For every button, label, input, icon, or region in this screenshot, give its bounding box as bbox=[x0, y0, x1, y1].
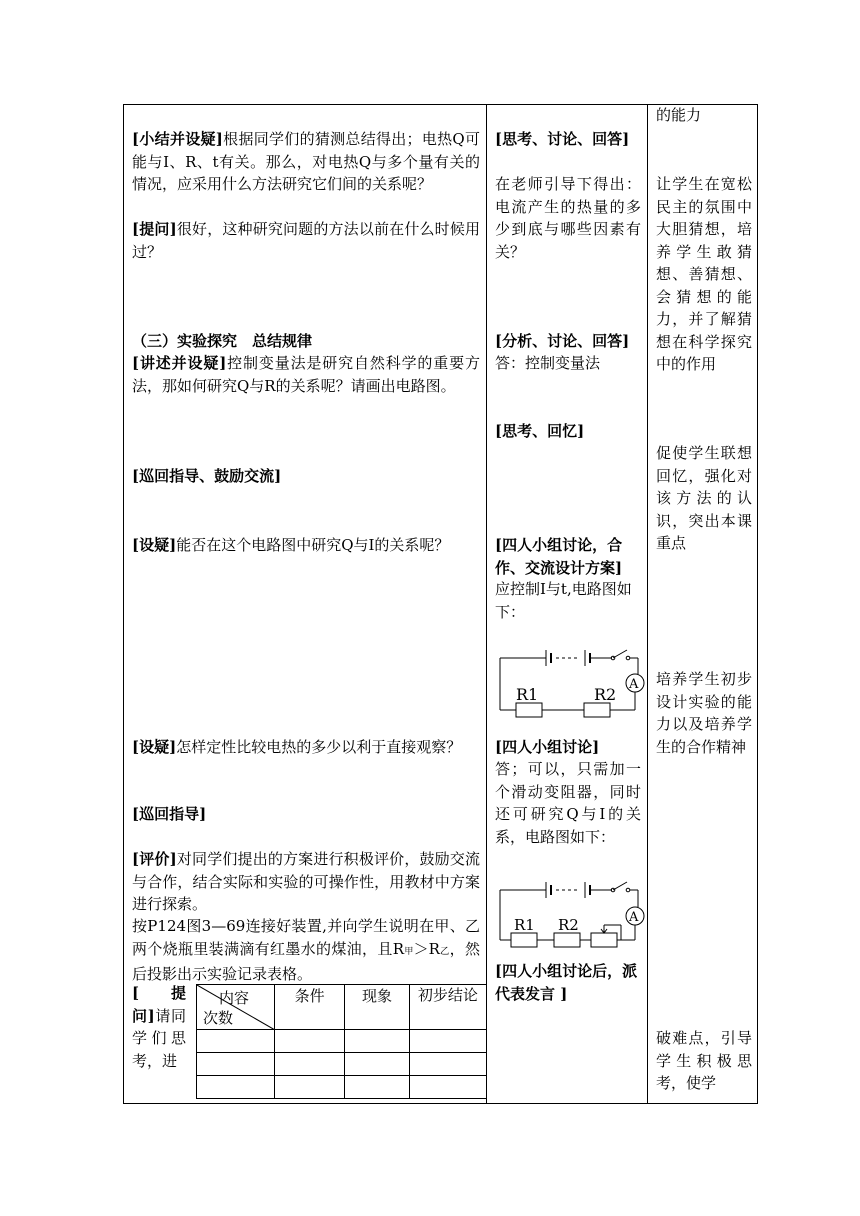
student-answer: 应控制I与t,电路图如下： bbox=[495, 580, 632, 621]
teacher-question: [设疑]怎样定性比较电热的多少以利于直接观察？ bbox=[132, 738, 462, 756]
teacher-question: [提问]很好，这种研究问题的方法以前在什么时候用过？ bbox=[132, 220, 480, 261]
table-cell bbox=[345, 1076, 409, 1099]
table-cell bbox=[409, 1053, 486, 1076]
experiment-record-table bbox=[196, 984, 487, 1099]
circuit-diagram-series bbox=[496, 640, 646, 720]
experiment-instruction: 按P124图3—69连接好装置,并向学生说明在甲、乙两个烧瓶里装满滴有红墨水的煤油，且R甲＞R乙，然后投影出示实验记录表格。 bbox=[132, 917, 480, 983]
design-note: 破难点，引导学生积极思考，使学 bbox=[656, 1029, 752, 1092]
circuit-diagram-with-rheostat bbox=[496, 876, 646, 958]
column-divider bbox=[647, 104, 648, 1104]
student-answer: 答：控制变量法 bbox=[495, 354, 601, 372]
table-cell bbox=[275, 1076, 345, 1099]
resistor-r2-label: R2 bbox=[594, 685, 617, 704]
resistor-r1-label: R1 bbox=[516, 685, 539, 704]
student-answer: 答；可以，只需加一个滑动变阻器，同时还可研究Q与I的关系，电路图如下： bbox=[495, 760, 641, 846]
table-cell bbox=[275, 1030, 345, 1053]
student-activity-label: [四人小组讨论后，派代表发言 ] bbox=[495, 962, 638, 1003]
table-cell bbox=[197, 1076, 275, 1099]
section-heading: （三）实验探究 总结规律 bbox=[132, 332, 313, 350]
design-note: 的能力 bbox=[656, 106, 702, 124]
table-cell bbox=[345, 1053, 409, 1076]
teacher-guidance: [巡回指导] bbox=[132, 805, 207, 823]
table-cell bbox=[409, 1076, 486, 1099]
student-activity-label: [思考、回忆] bbox=[495, 422, 585, 440]
teacher-evaluation: [评价]对同学们提出的方案进行积极评价，鼓励交流与合作，结合实际和实验的可操作性，用教材中方案进行探索。 bbox=[132, 850, 480, 913]
header-cell: 初步结论 bbox=[409, 985, 486, 1030]
student-answer: 在老师引导下得出：电流产生的热量的多少到底与哪些因素有关？ bbox=[495, 175, 641, 261]
teacher-question: [设疑]能否在这个电路图中研究Q与I的关系呢？ bbox=[132, 536, 450, 554]
table-cell bbox=[275, 1053, 345, 1076]
diagonal-header-cell: 内容 次数 bbox=[197, 985, 275, 1030]
student-activity-label: [分析、讨论、回答] bbox=[495, 332, 630, 350]
table-cell bbox=[197, 1030, 275, 1053]
teacher-explanation: [讲述并设疑]控制变量法是研究自然科学的重要方法，那如何研究Q与R的关系呢？请画出电路图。 bbox=[132, 354, 480, 395]
resistor-r1-label: R1 bbox=[514, 916, 535, 934]
ammeter-label: A bbox=[629, 910, 639, 925]
column-divider bbox=[486, 104, 487, 1104]
student-activity-label: [四人小组讨论，合作、交流设计方案] bbox=[495, 536, 623, 577]
student-activity-label: [思考、讨论、回答] bbox=[495, 130, 630, 148]
student-activity-label: [四人小组讨论] bbox=[495, 738, 600, 756]
table-cell bbox=[409, 1030, 486, 1053]
table-cell bbox=[345, 1030, 409, 1053]
teacher-guidance: [巡回指导、鼓励交流] bbox=[132, 467, 282, 485]
design-note: 培养学生初步设计实验的能力以及培养学生的合作精神 bbox=[656, 670, 752, 756]
design-note: 促使学生联想回忆，强化对该方法的认识，突出本课重点 bbox=[656, 444, 752, 552]
teacher-question: [ 提问]请同学们思考，进 bbox=[132, 984, 186, 1070]
summary-question: [小结并设疑]根据同学们的猜测总结得出；电热Q可能与I、R、t有关。那么，对电热Q与多个量有关的情况，应采用什么方法研究它们间的关系呢？ bbox=[132, 130, 480, 193]
header-cell: 条件 bbox=[275, 985, 345, 1030]
ammeter-label: A bbox=[629, 677, 639, 692]
resistor-r2-label: R2 bbox=[558, 916, 579, 934]
table-cell bbox=[197, 1053, 275, 1076]
header-cell: 现象 bbox=[345, 985, 409, 1030]
design-note: 让学生在宽松民主的氛围中大胆猜想，培养学生敢猜想、善猜想、会猜想的能力，并了解猜想在科学探究中的作用 bbox=[656, 175, 752, 373]
